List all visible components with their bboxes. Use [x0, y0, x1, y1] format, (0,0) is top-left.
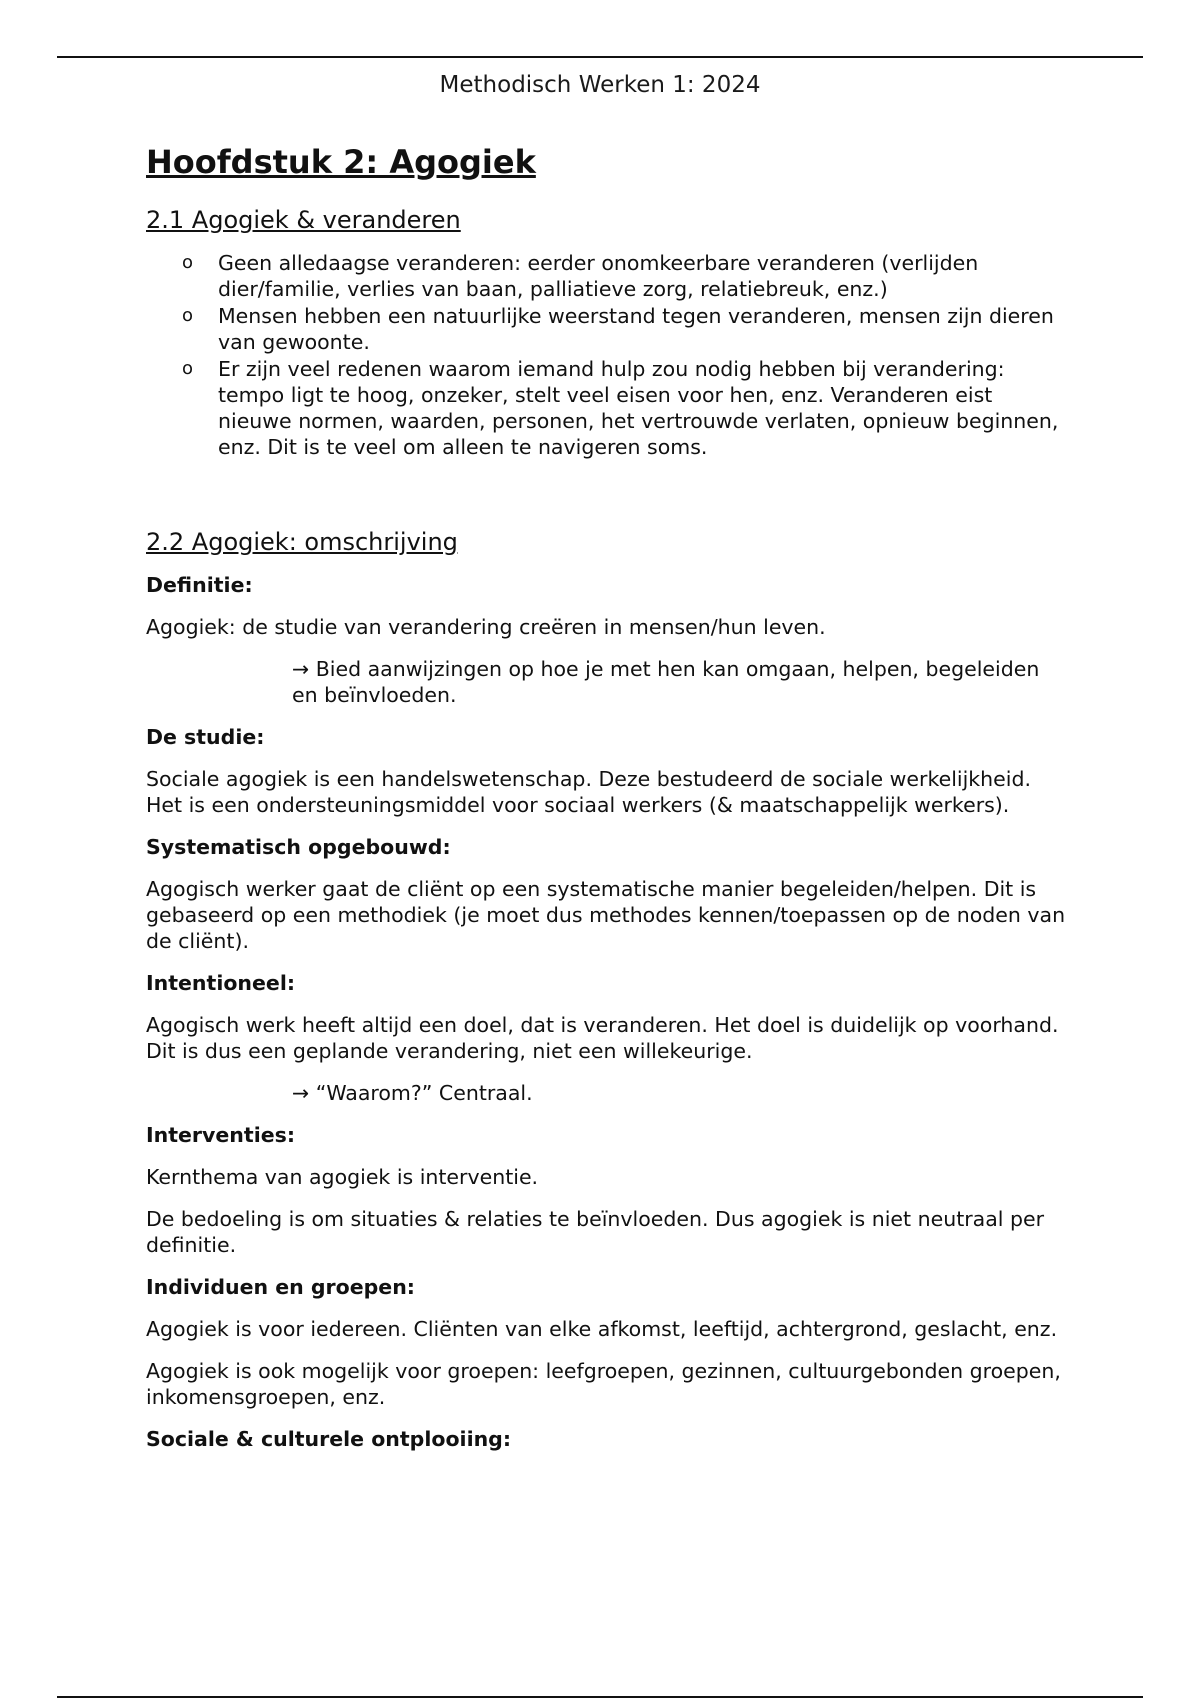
section-title-2-1: 2.1 Agogiek & veranderen: [146, 206, 461, 234]
paragraph: Agogisch werker gaat de cliënt op een systematische manier begeleiden/helpen. Dit is gebaseerd op een methodiek (je moet dus methodes kennen/toepassen op de noden van de cliënt).: [146, 877, 1066, 953]
subheading-studie: De studie:: [146, 725, 265, 749]
paragraph: Kernthema van agogiek is interventie.: [146, 1165, 539, 1189]
subheading-interventies: Interventies:: [146, 1123, 296, 1147]
paragraph: Agogiek: de studie van verandering creëren in mensen/hun leven.: [146, 615, 826, 639]
bullet-marker: o: [182, 305, 194, 326]
subheading-intentioneel: Intentioneel:: [146, 971, 296, 995]
list-item: [182, 356, 1066, 460]
list-item-text: Er zijn veel redenen waarom iemand hulp zou nodig hebben bij verandering: tempo ligt te hoog, onzeker, stelt veel eisen voor hen, enz. Veranderen eist nieuwe normen, waarden, personen, het vertrouwde verlaten, opnieuw beginnen, enz. Dit is te veel om alleen te navigeren soms.: [218, 357, 1059, 459]
paragraph: Agogiek is voor iedereen. Cliënten van elke afkomst, leeftijd, achtergrond, geslacht, enz.: [146, 1317, 1058, 1341]
list-item: [182, 250, 1066, 302]
list-item: [182, 303, 1066, 355]
subheading-sociale: Sociale & culturele ontplooiing:: [146, 1427, 512, 1451]
document-body: [146, 140, 1066, 1468]
page-header: Methodisch Werken 1: 2024: [439, 72, 761, 98]
arrow-note: → Bied aanwijzingen op hoe je met hen kan omgaan, helpen, begeleiden en beïnvloeden.: [292, 657, 1040, 707]
bullet-marker: o: [182, 358, 194, 379]
subheading-systematisch: Systematisch opgebouwd:: [146, 835, 451, 859]
chapter-title: Hoofdstuk 2: Agogiek: [146, 143, 536, 181]
subheading-definitie: Definitie:: [146, 573, 253, 597]
subheading-individuen: Individuen en groepen:: [146, 1275, 415, 1299]
paragraph: Agogiek is ook mogelijk voor groepen: leefgroepen, gezinnen, cultuurgebonden groepen, inkomensgroepen, enz.: [146, 1359, 1061, 1409]
section-title-2-2: 2.2 Agogiek: omschrijving: [146, 528, 458, 556]
header-rule: [57, 56, 1143, 58]
bullet-marker: o: [182, 252, 194, 273]
arrow-note: → “Waarom?” Centraal.: [292, 1081, 533, 1105]
paragraph: Sociale agogiek is een handelswetenschap. Deze bestudeerd de sociale werkelijkheid. Het is een ondersteuningsmiddel voor sociaal werkers (& maatschappelijk werkers).: [146, 767, 1032, 817]
paragraph: De bedoeling is om situaties & relaties te beïnvloeden. Dus agogiek is niet neutraal per definitie.: [146, 1207, 1045, 1257]
bullet-list: [146, 250, 1066, 460]
paragraph: Agogisch werk heeft altijd een doel, dat is veranderen. Het doel is duidelijk op voorhand. Dit is dus een geplande verandering, niet een willekeurige.: [146, 1013, 1059, 1063]
footer-rule: [57, 1696, 1143, 1698]
list-item-text: Mensen hebben een natuurlijke weerstand tegen veranderen, mensen zijn dieren van gewoonte.: [218, 304, 1054, 354]
list-item-text: Geen alledaagse veranderen: eerder onomkeerbare veranderen (verlijden dier/familie, verlies van baan, palliatieve zorg, relatiebreuk, enz.): [218, 251, 979, 301]
